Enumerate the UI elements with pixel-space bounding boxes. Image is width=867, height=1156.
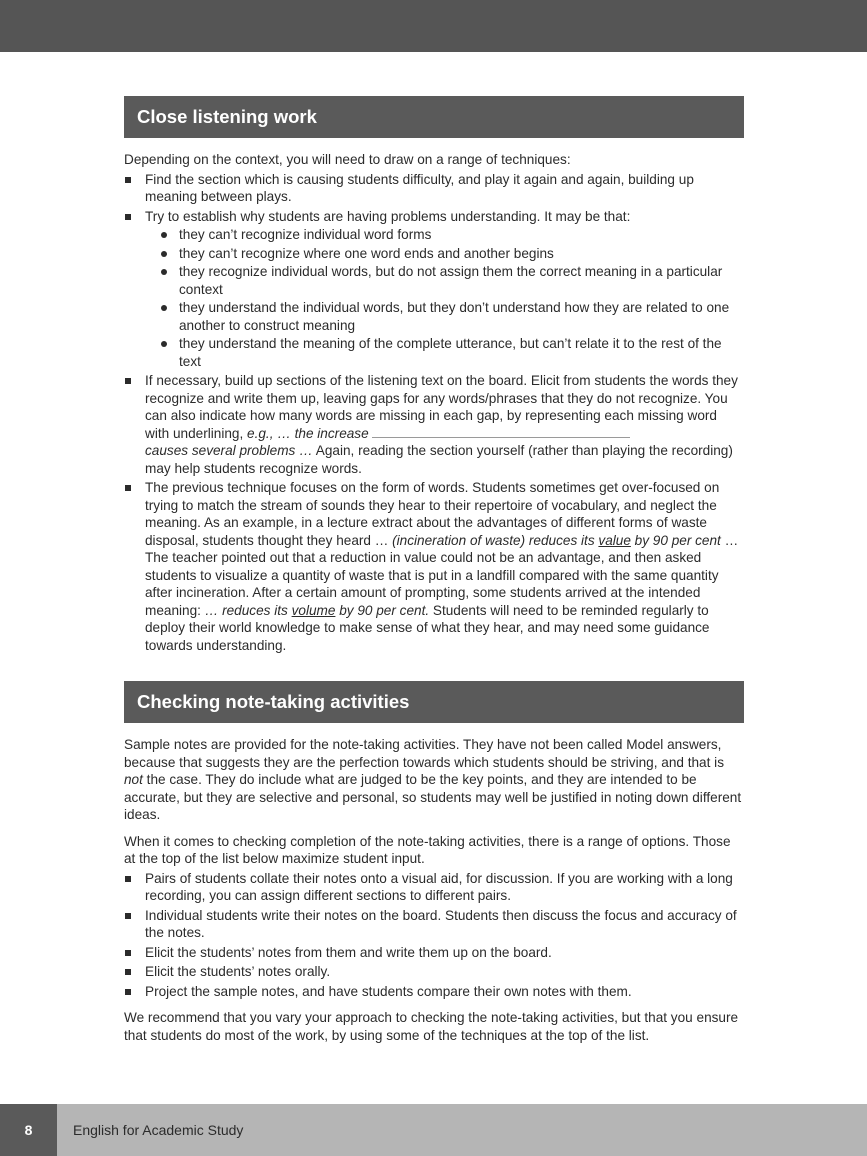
list-item: Project the sample notes, and have students compare their own notes with them.: [124, 983, 744, 1001]
round-bullet-icon: [161, 341, 167, 347]
intended-quote: … reduces its volume by 90 per cent.: [204, 602, 430, 618]
technique-list: [124, 171, 744, 655]
page-number: 8: [0, 1104, 57, 1156]
square-bullet-icon: [125, 214, 131, 220]
list-item: If necessary, build up sections of the listening text on the board. Elicit from students the words they recognize and write them up, leaving gaps for any words/phrases that they do not recognize. You can also indicate how many words are missing in each gap, by representing each missing word with underlining, e.g., … the increase causes several problems … Again, reading the section yourself (rather than playing the recording) may help students recognize words.: [124, 372, 744, 477]
checking-options-paragraph: When it comes to checking completion of the note-taking activities, there is a range of options. Those at the top of the list below maximize student input.: [124, 833, 731, 866]
list-item: The previous technique focuses on the form of words. Students sometimes get over-focused on trying to match the stream of sounds they hear to their repertoire of vocabulary, and neglect the meaning. As an example, in a lecture extract about the advantages of different forms of waste disposal, students thought they heard … (incineration of waste) reduces its value by 90 per cent … The teacher pointed out that a reduction in value could not be an advantage, and then asked students to visualize a quantity of waste that is put in a landfill compared with the same quantity after incineration. After a certain amount of prompting, some students arrived at the intended meaning: … reduces its volume by 90 per cent. Students will need to be reminded regularly to deploy their world knowledge to make sense of what they hear, and may need some guidance towards understanding.: [124, 479, 744, 654]
top-bar: [0, 0, 867, 52]
square-bullet-icon: [125, 378, 131, 384]
list-item: Elicit the students’ notes orally.: [124, 963, 744, 981]
recommendation-paragraph: We recommend that you vary your approach to checking the note-taking activities, but that you ensure that students do most of the work, by using some of the techniques at the top of the list.: [124, 1010, 739, 1043]
square-bullet-icon: [125, 177, 131, 183]
sample-notes-paragraph: Sample notes are provided for the note-taking activities. They have not been called Model answers, because that suggests they are the perfection towards which students should be striving, and that is not the case. They do include what are judged to be the key points, and they are intended to be accurate, but they are selective and personal, so students may well be justified in noting down different ideas.: [124, 737, 742, 822]
list-item: Pairs of students collate their notes onto a visual aid, for discussion. If you are working with a long recording, you can assign different sections to different pairs.: [124, 870, 744, 905]
list-item: Try to establish why students are having problems understanding. It may be that: they can’t recognize individual word forms they can’t recognize where one word ends and another begins they recognize individual words, but do not assign them the correct meaning in a particular context they understand the individual words, but they don’t understand how they are related to one another to construct meaning they understand the meaning of the complete utterance, but can’t relate it to the rest of the text: [124, 208, 744, 371]
square-bullet-icon: [125, 876, 131, 882]
sub-list-item: they can’t recognize where one word ends and another begins: [145, 245, 744, 263]
sub-list-item: they understand the individual words, but they don’t understand how they are related to one another to construct meaning: [145, 299, 744, 334]
list-item: Elicit the students’ notes from them and write them up on the board.: [124, 944, 744, 962]
gap-underline: [372, 426, 630, 438]
reasons-sublist: [145, 226, 744, 370]
example-text-continued: causes several problems …: [145, 443, 313, 458]
page-content: [124, 96, 744, 1044]
sub-list-item: they understand the meaning of the complete utterance, but can’t relate it to the rest of the text: [145, 335, 744, 370]
square-bullet-icon: [125, 989, 131, 995]
round-bullet-icon: [161, 269, 167, 275]
square-bullet-icon: [125, 969, 131, 975]
sub-list-item: they can’t recognize individual word forms: [145, 226, 744, 244]
section-heading-note-taking: Checking note-taking activities: [124, 681, 744, 723]
round-bullet-icon: [161, 305, 167, 311]
round-bullet-icon: [161, 232, 167, 238]
list-item: Find the section which is causing students difficulty, and play it again and again, building up meaning between plays.: [124, 171, 744, 206]
square-bullet-icon: [125, 913, 131, 919]
example-text: e.g., … the increase: [247, 425, 369, 441]
book-title: English for Academic Study: [73, 1122, 244, 1138]
footer-bar: [0, 1104, 867, 1156]
list-item: Individual students write their notes on the board. Students then discuss the focus and accuracy of the notes.: [124, 907, 744, 942]
round-bullet-icon: [161, 251, 167, 257]
square-bullet-icon: [125, 950, 131, 956]
square-bullet-icon: [125, 485, 131, 491]
intro-paragraph: Depending on the context, you will need to draw on a range of techniques:: [124, 152, 571, 167]
checking-options-list: [124, 870, 744, 1001]
misheard-quote: (incineration of waste) reduces its value by 90 per cent: [392, 532, 721, 548]
section-heading-close-listening: Close listening work: [124, 96, 744, 138]
sub-list-item: they recognize individual words, but do not assign them the correct meaning in a particular context: [145, 263, 744, 298]
